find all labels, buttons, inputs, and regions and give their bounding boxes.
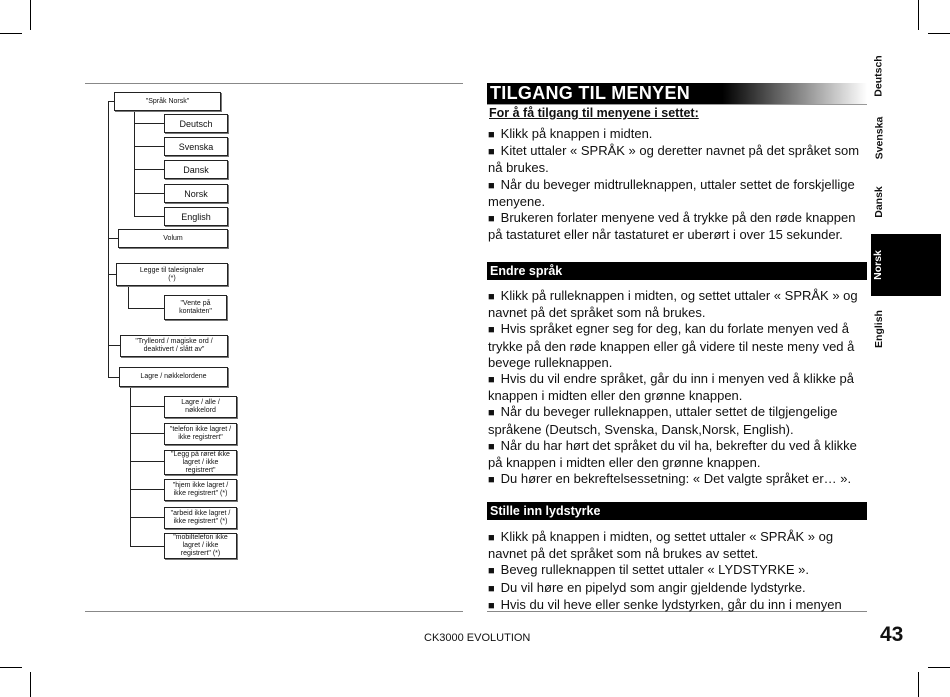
bullet-icon: ■ bbox=[488, 213, 495, 226]
tree-line bbox=[108, 345, 120, 346]
tree-line bbox=[130, 387, 131, 547]
side-tab-label: Deutsch bbox=[873, 55, 885, 97]
bullet-icon: ■ bbox=[488, 407, 495, 420]
bullet-item bbox=[488, 321, 868, 371]
tree-node-lagre bbox=[119, 367, 228, 387]
tree-line bbox=[128, 308, 164, 309]
tree-node-language bbox=[164, 114, 228, 133]
bullet-item bbox=[488, 471, 868, 488]
bullet-text: Hvis du vil heve eller senke lydstyrken, går du inn i menyen bbox=[500, 596, 842, 612]
bullet-text: Klikk på knappen i midten. bbox=[500, 126, 653, 141]
crop-mark bbox=[0, 667, 22, 668]
tree-node-vente bbox=[164, 295, 227, 320]
bullet-text: Du hører en bekreftelsessetning: « Det valgte språket er… ». bbox=[500, 471, 852, 487]
tree-line bbox=[130, 489, 164, 490]
bullet-text: Du vil høre en pipelyd som angir gjeldende lydstyrke. bbox=[500, 579, 806, 595]
bottom-rule-left bbox=[85, 611, 463, 612]
bullet-item bbox=[488, 143, 868, 176]
crop-mark bbox=[30, 672, 31, 697]
bullet-item bbox=[488, 126, 868, 143]
tree-node-label: "Legg på røret ikke lagret / ikke registrert" bbox=[171, 450, 230, 474]
bullet-item bbox=[488, 580, 868, 597]
side-tab-label: Svenska bbox=[873, 116, 885, 160]
bullet-icon: ■ bbox=[488, 474, 495, 487]
crop-mark bbox=[918, 0, 919, 30]
bullet-item bbox=[488, 529, 868, 562]
bullet-icon: ■ bbox=[488, 146, 495, 159]
section-title-stille-inn-lydstyrke: Stille inn lydstyrke bbox=[487, 502, 867, 520]
bullet-text: Brukeren forlater menyene ved å trykke på den røde knappen på tastaturet eller når tastaturet er uberørt i over 15 sekunder. bbox=[488, 210, 856, 243]
tree-node-lagre-item bbox=[164, 450, 237, 475]
tree-node-label: "Trylleord / magiske ord / deaktivert / slått av" bbox=[135, 338, 213, 353]
tree-node-label: Deutsch bbox=[179, 118, 213, 129]
tree-node-language bbox=[164, 184, 228, 203]
tree-line bbox=[134, 193, 164, 194]
tree-line bbox=[128, 286, 129, 308]
tree-node-label: "telefon ikke lagret / ikke registrert" bbox=[169, 426, 232, 441]
tree-line bbox=[130, 406, 164, 407]
bullet-text: Hvis språket egner seg for deg, kan du forlate menyen ved å trykke på den røde knappen eller gå videre til neste meny ved å bevege rulleknappen. bbox=[488, 321, 855, 370]
bullet-item bbox=[488, 404, 868, 437]
tree-line bbox=[134, 169, 164, 170]
bullet-icon: ■ bbox=[488, 565, 495, 578]
tree-line bbox=[134, 216, 164, 217]
tree-node-label: "Språk Norsk" bbox=[145, 97, 190, 105]
tree-node-root bbox=[114, 92, 221, 111]
bullet-text: Når du beveger rulleknappen, uttaler settet de tilgjengelige språkene (Deutsch, Svenska, Dansk,Norsk, English). bbox=[488, 404, 838, 437]
tree-node-legg-til bbox=[116, 263, 228, 286]
bullet-item bbox=[488, 288, 868, 321]
tree-line bbox=[134, 111, 135, 216]
tree-line bbox=[130, 433, 164, 434]
side-tab-dansk bbox=[872, 182, 886, 222]
tree-line bbox=[130, 546, 164, 547]
tree-line bbox=[108, 274, 116, 275]
side-tab-norsk bbox=[871, 234, 941, 296]
tree-node-lagre-item bbox=[164, 479, 237, 501]
tree-node-label: Volum bbox=[163, 234, 183, 242]
tree-node-label: Lagre / alle / nøkkelord bbox=[181, 399, 220, 414]
bullet-text: Når du beveger midtrulleknappen, uttaler settet de forskjellige menyene. bbox=[488, 176, 855, 209]
tree-node-label: Legge til talesignaler (*) bbox=[139, 266, 205, 282]
tree-node-lagre-item bbox=[164, 423, 237, 445]
bullet-icon: ■ bbox=[488, 129, 495, 141]
tree-node-label: "mobiltelefon ikke lagret / ikke registrert" (*) bbox=[173, 534, 228, 557]
page-number: 43 bbox=[880, 623, 904, 646]
section-title-endre-sprak: Endre språk bbox=[487, 262, 867, 280]
bullet-text: Beveg rulleknappen til settet uttaler « LYDSTYRKE ». bbox=[500, 562, 809, 578]
bullet-icon: ■ bbox=[488, 374, 495, 387]
tree-line bbox=[108, 377, 119, 378]
tree-node-language bbox=[164, 207, 228, 226]
side-tab-label: Norsk bbox=[871, 250, 884, 280]
bullet-item bbox=[488, 597, 868, 614]
tree-node-label: Dansk bbox=[183, 164, 209, 175]
bullet-icon: ■ bbox=[488, 324, 495, 337]
tree-line bbox=[108, 101, 109, 378]
tree-node-label: "arbeid ikke lagret / ikke registrert" (*) bbox=[170, 510, 231, 525]
side-tab-deutsch bbox=[872, 52, 886, 100]
tree-line bbox=[130, 461, 164, 462]
intro-bullets bbox=[488, 126, 868, 243]
tree-node-label: "hjem ikke lagret / ikke registrert" (*) bbox=[172, 482, 229, 497]
intro-subheading: For å få tilgang til menyene i settet: bbox=[489, 106, 699, 120]
tree-node-language bbox=[164, 160, 228, 179]
footer-model: CK3000 EVOLUTION bbox=[424, 632, 531, 644]
bullet-icon: ■ bbox=[488, 599, 495, 612]
bullet-item bbox=[488, 371, 868, 404]
tree-line bbox=[108, 238, 118, 239]
tree-node-lagre-item bbox=[164, 396, 237, 418]
bullet-text: Kitet uttaler « SPRÅK » og deretter navnet på det språket som nå brukes. bbox=[488, 143, 860, 176]
tree-line bbox=[134, 146, 164, 147]
bullet-item bbox=[488, 562, 868, 579]
bullet-icon: ■ bbox=[488, 582, 495, 595]
crop-mark bbox=[928, 33, 950, 34]
bullet-icon: ■ bbox=[488, 440, 495, 453]
tree-node-label: "Vente på kontakten" bbox=[179, 299, 212, 315]
tree-node-label: Norsk bbox=[184, 188, 208, 199]
tree-node-lagre-item bbox=[164, 533, 237, 559]
tree-node-trylleord bbox=[120, 335, 228, 357]
tree-line bbox=[130, 517, 164, 518]
top-rule-left bbox=[85, 83, 463, 84]
bullet-item bbox=[488, 177, 868, 210]
lydstyrke-bullets bbox=[488, 529, 868, 614]
tree-node-label: Svenska bbox=[178, 141, 214, 152]
endre-sprak-bullets bbox=[488, 288, 868, 488]
header-underline bbox=[487, 104, 867, 105]
bullet-text: Klikk på knappen i midten, og settet uttaler « SPRÅK » og navnet på det språket som nå brukes av settet. bbox=[488, 529, 834, 562]
tree-node-label: English bbox=[181, 211, 211, 222]
bullet-item bbox=[488, 210, 868, 243]
crop-mark bbox=[918, 672, 919, 697]
tree-node-language bbox=[164, 137, 228, 156]
tree-line bbox=[134, 123, 164, 124]
side-tab-label: English bbox=[873, 310, 886, 348]
page-title: TILGANG TIL MENYEN bbox=[490, 83, 691, 103]
bullet-text: Klikk på rulleknappen i midten, og settet uttaler « SPRÅK » og navnet på det språket som nå brukes. bbox=[488, 288, 858, 321]
bullet-icon: ■ bbox=[488, 532, 495, 544]
side-tab-english bbox=[872, 306, 886, 352]
tree-node-label: Lagre / nøkkelordene bbox=[140, 373, 207, 380]
bullet-text: Når du har hørt det språket du vil ha, bekrefter du ved å klikke på knappen i midten eller den grønne knappen. bbox=[488, 437, 857, 471]
bullet-icon: ■ bbox=[488, 179, 495, 192]
bullet-item bbox=[488, 438, 868, 471]
bullet-text: Hvis du vil endre språket, går du inn i menyen ved å klikke på knappen i midten eller den grønne knappen. bbox=[488, 371, 855, 404]
crop-mark bbox=[928, 667, 950, 668]
crop-mark bbox=[0, 33, 22, 34]
tree-node-lagre-item bbox=[164, 507, 237, 529]
side-tab-label: Dansk bbox=[873, 186, 886, 218]
side-tab-svenska bbox=[872, 114, 886, 162]
bullet-icon: ■ bbox=[488, 291, 495, 303]
crop-mark bbox=[30, 0, 31, 30]
tree-node-volum bbox=[118, 229, 228, 248]
